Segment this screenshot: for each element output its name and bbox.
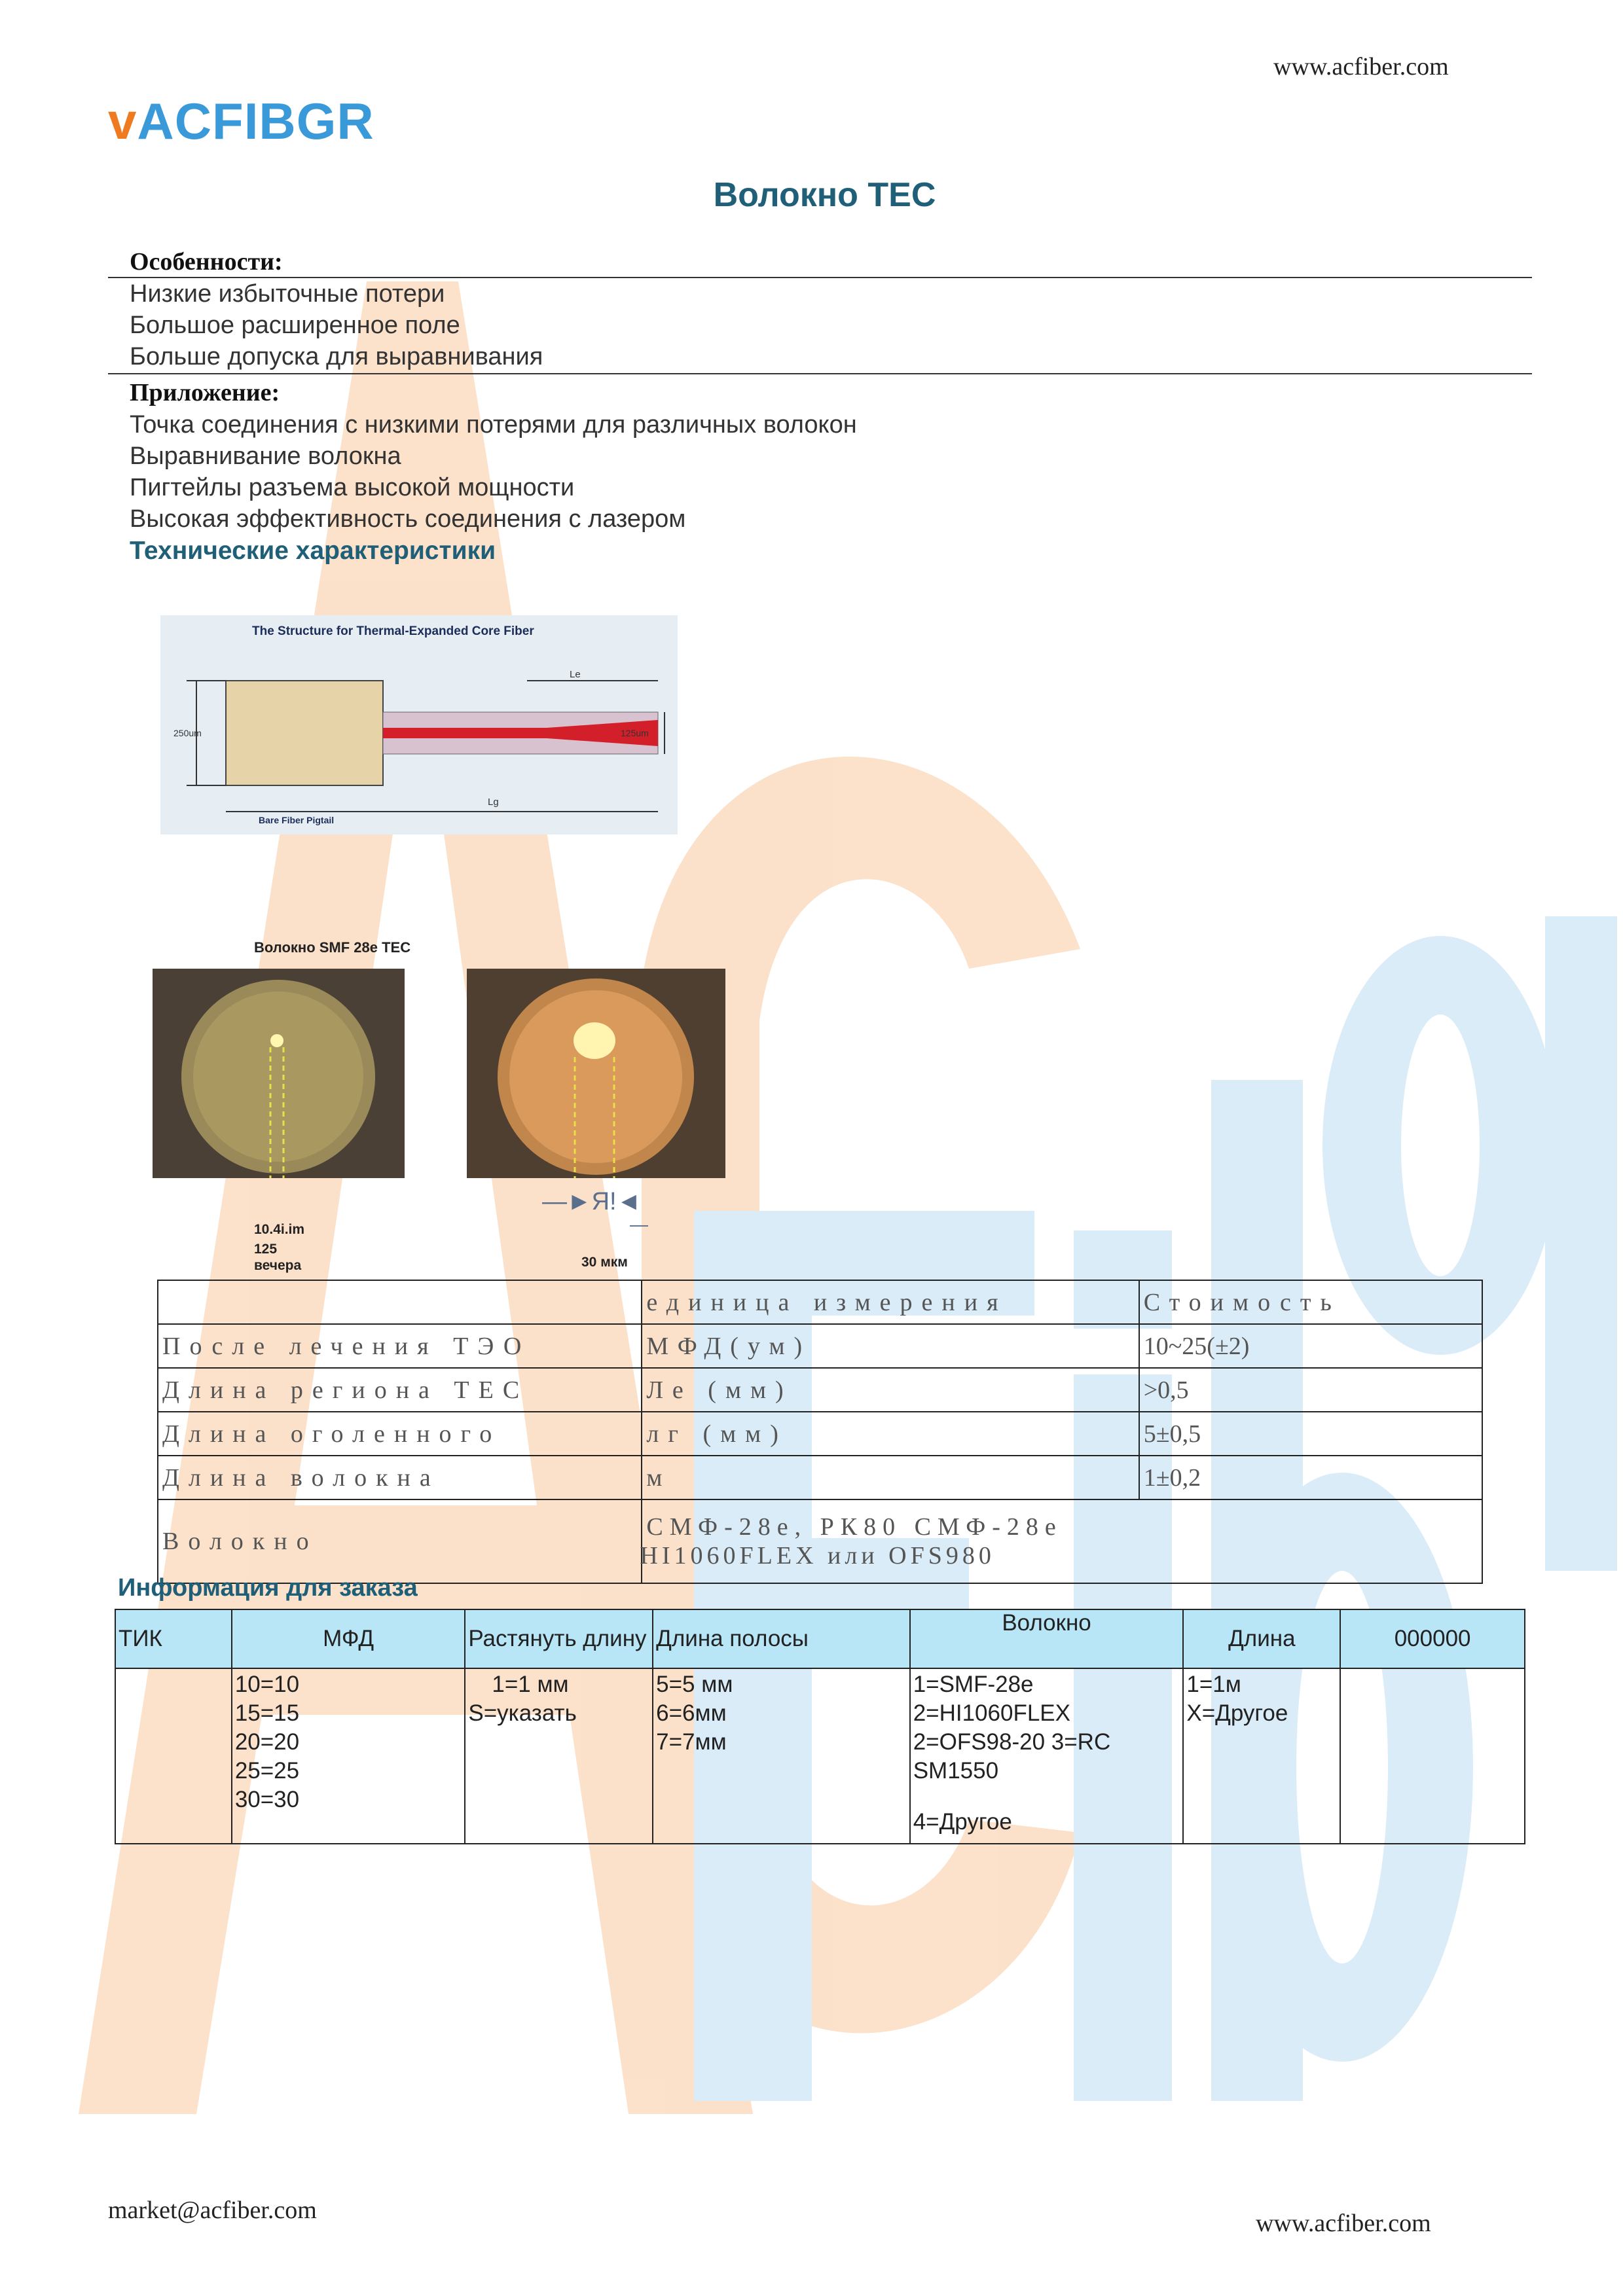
tec-structure-diagram [160, 615, 678, 834]
bare-fiber-label: Bare Fiber Pigtail [259, 815, 335, 825]
table-cell [1183, 1668, 1340, 1844]
strip-option: 5=5 мм [656, 1672, 733, 1697]
fiber-option: 1=SMF-28e [913, 1672, 1034, 1697]
feature-item: Большое расширенное поле [130, 312, 460, 339]
strip-option: 6=6мм [656, 1700, 727, 1726]
application-item: Пигтейлы разъема высокой мощности [130, 474, 575, 501]
table-cell [465, 1668, 653, 1844]
logo-prefix: v [108, 92, 137, 150]
fiber-option: 2=HI1060FLEX [913, 1700, 1070, 1726]
table-cell [1340, 1668, 1525, 1844]
mfd-option: 10=10 [234, 1672, 300, 1697]
application-item: Точка соединения с низкими потерями для различных волокон [130, 411, 857, 439]
features-heading-text: Особенности [130, 248, 275, 276]
table-row [115, 1668, 1525, 1844]
table-cell: лг (мм) [642, 1412, 1139, 1456]
application-item: Высокая эффективность соединения с лазером [130, 505, 686, 533]
dim-125: 125um [621, 728, 649, 738]
spec-table [157, 1280, 1483, 1584]
table-cell: 10~25(±2) [1139, 1324, 1482, 1368]
divider [108, 373, 1532, 374]
table-header-cell: Стоимость [1139, 1280, 1482, 1324]
table-cell: Ле (мм) [642, 1368, 1139, 1412]
order-info-heading: Информация для заказа [118, 1574, 418, 1602]
table-cell [158, 1280, 642, 1324]
fiber-options-line2: HI1060FLEX или OFS980 [640, 1542, 995, 1570]
table-cell: Волокно [158, 1499, 642, 1583]
table-header-cell: Длина [1183, 1609, 1340, 1668]
fiber-options-cell [642, 1499, 1482, 1583]
table-row [158, 1368, 1482, 1412]
fiber-option: SM1550 [913, 1758, 999, 1784]
tech-specs-heading: Технические характеристики [130, 537, 496, 565]
logo-text: ACFIBGR [137, 92, 374, 150]
order-table [115, 1609, 1525, 1844]
length-option: 1=1м [1186, 1672, 1241, 1697]
table-header-cell: Растянуть длину [465, 1609, 653, 1668]
structure-svg [160, 615, 678, 834]
table-cell: м [642, 1456, 1139, 1499]
fiber-option: 4=Другое [913, 1809, 1012, 1835]
table-cell: Длина оголенного [158, 1412, 642, 1456]
feature-item: Больше допуска для выравнивания [130, 343, 543, 370]
table-header-cell: Длина полосы [653, 1609, 910, 1668]
table-cell: МФД(ум) [642, 1324, 1139, 1368]
length-option: X=Другое [1186, 1700, 1288, 1726]
table-cell [115, 1668, 232, 1844]
fiber-options-line1: СМФ-28е, РК80 СМФ-28е [646, 1513, 1063, 1541]
dim-le: Le [570, 669, 581, 680]
company-logo [108, 92, 374, 151]
stretch-option: 1=1 мм [492, 1672, 569, 1697]
photo1-caption-c: вечера [254, 1258, 302, 1273]
table-cell: >0,5 [1139, 1368, 1482, 1412]
divider [108, 277, 1532, 278]
table-cell [653, 1668, 910, 1844]
table-header-cell: Волокно [910, 1609, 1184, 1668]
dim-250: 250um [173, 728, 202, 738]
fiber-option: 2=OFS98-20 3=RC [913, 1729, 1111, 1755]
table-cell [910, 1668, 1184, 1844]
photo2-caption: 30 мкм [581, 1255, 628, 1270]
photos-title: Волокно SMF 28e TEC [254, 939, 411, 956]
width-arrow: —►Я!◄ [542, 1188, 642, 1215]
tec-fiber-cross-section-photo [467, 969, 725, 1178]
photo1-caption-a: 10.4i.im [254, 1222, 305, 1237]
pigtail-block [226, 681, 383, 785]
photo1-caption-b: 125 [254, 1242, 278, 1257]
table-row [158, 1280, 1482, 1324]
dim-lg: Lg [488, 797, 499, 808]
fiber-cross-section-photo [153, 969, 405, 1178]
application-item: Выравнивание волокна [130, 442, 401, 470]
diagram-title: The Structure for Thermal-Expanded Core Fiber [252, 624, 534, 638]
table-cell: Длина региона ТЕС [158, 1368, 642, 1412]
table-cell [232, 1668, 465, 1844]
mfd-option: 15=15 [234, 1700, 300, 1726]
table-cell: После лечения ТЭО [158, 1324, 642, 1368]
table-cell: 1±0,2 [1139, 1456, 1482, 1499]
table-row [158, 1499, 1482, 1583]
application-heading-text: Приложение [130, 379, 272, 406]
table-cell: Длина волокна [158, 1456, 642, 1499]
mfd-option: 25=25 [234, 1758, 300, 1784]
table-header-cell: ТИК [115, 1609, 232, 1668]
table-cell: 5±0,5 [1139, 1412, 1482, 1456]
fiber-option-spacer [913, 1785, 1180, 1808]
mfd-option: 20=20 [234, 1729, 300, 1755]
feature-item: Низкие избыточные потери [130, 280, 445, 308]
table-row [158, 1324, 1482, 1368]
table-header-cell: единица измерения [642, 1280, 1139, 1324]
features-heading: Особенности: [130, 248, 283, 276]
table-header-row [115, 1609, 1525, 1668]
table-header-cell: МФД [232, 1609, 465, 1668]
table-row [158, 1456, 1482, 1499]
page-title: Волокно ТЕС [713, 176, 936, 214]
application-heading: Приложение: [130, 379, 280, 406]
arrow-dash: — [630, 1214, 648, 1234]
table-row [158, 1412, 1482, 1456]
stretch-option: S=указать [468, 1700, 577, 1726]
footer-email[interactable]: market@acfiber.com [108, 2197, 317, 2224]
mfd-option: 30=30 [234, 1787, 300, 1812]
table-header-cell: 000000 [1340, 1609, 1525, 1668]
footer-url[interactable]: www.acfiber.com [1256, 2210, 1431, 2237]
strip-option: 7=7мм [656, 1729, 727, 1755]
header-url[interactable]: www.acfiber.com [1273, 53, 1449, 81]
